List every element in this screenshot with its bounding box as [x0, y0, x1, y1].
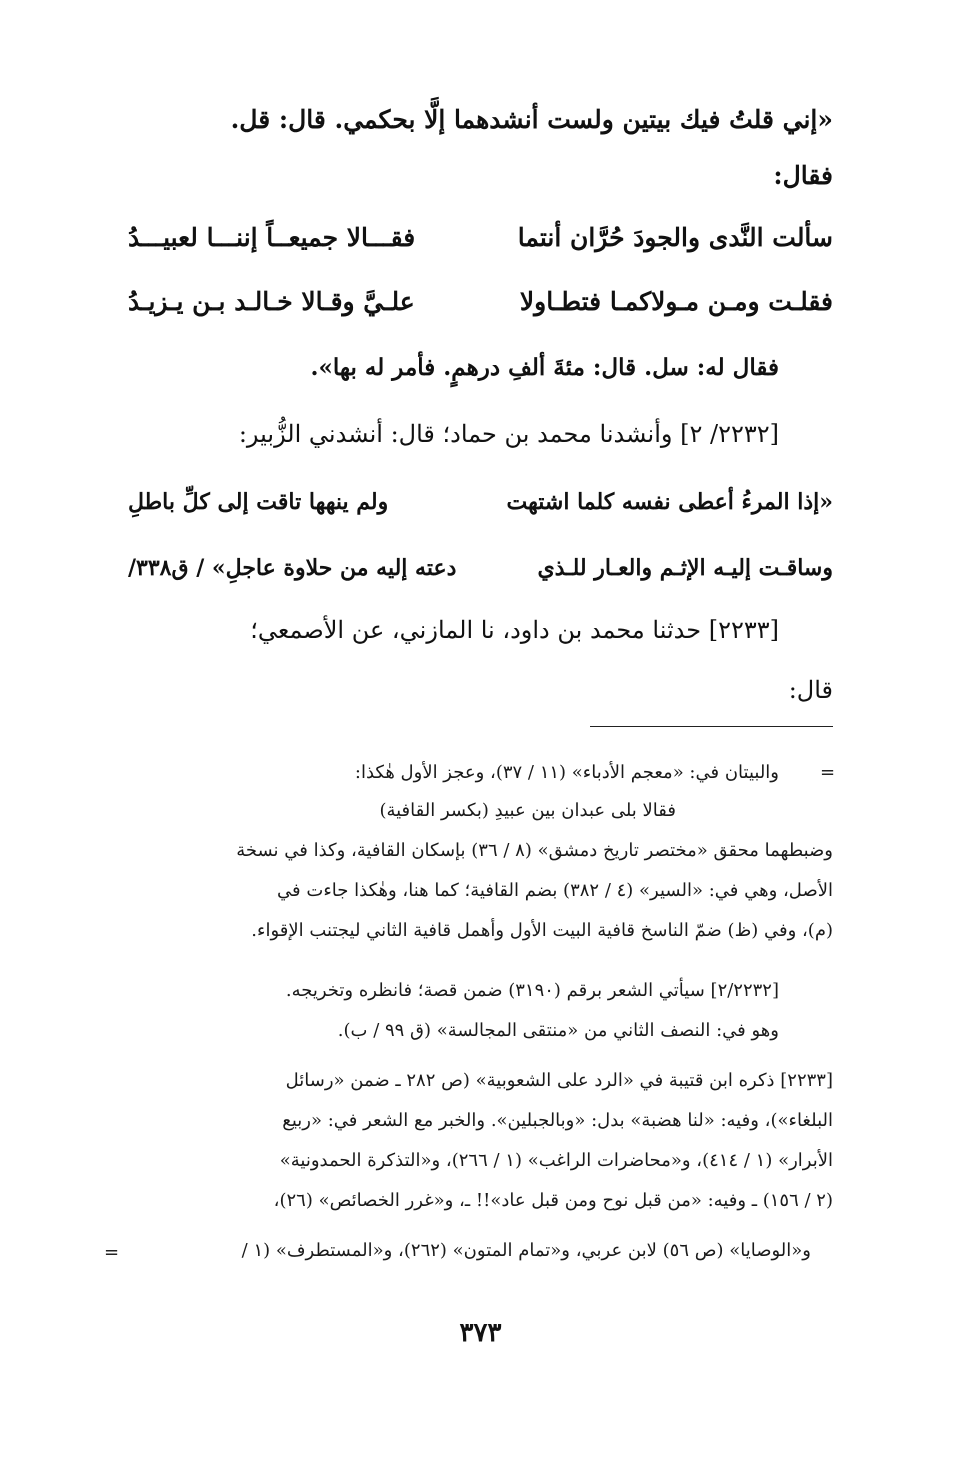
footnote-line: والبيتان في: «معجم الأدباء» (١١ / ٣٧)، وعجز الأول هٰكذا: [354, 762, 779, 783]
continuation-mark: = [820, 762, 836, 783]
footnote-line: [٢/٢٢٣٢] سيأتي الشعر برقم (٣١٩٠) ضمن قصة؛ فانظره وتخريجه. [285, 980, 779, 1001]
verse-line [128, 480, 833, 524]
main-text-line: [٢٢٣٢/ ٢] وأنشدنا محمد بن حماد؛ قال: أنشدني الزُّبير: [238, 420, 779, 448]
footnote-line: البلغاء»)، وفيه: «لنا هضبة» بدل: «وبالجبلين». والخبر مع الشعر في: «ربيع [282, 1110, 833, 1131]
page-number: ٣٧٣ [459, 1318, 502, 1348]
footnote-line: وهو في: النصف الثاني من «منتقى المجالسة» (ق ٩٩ / ب). [337, 1020, 779, 1041]
verse-first-hemistich: سألت النَّدى والجودَ حُرَّان أنتما [517, 223, 833, 252]
footnote-line: وضبطهما محقق «مختصر تاريخ دمشق» (٨ / ٣٦) بإسكان القافية، وكذا في نسخة [236, 840, 833, 861]
main-text-line: «إني قلتُ فيك بيتين ولست أنشدهما إلَّا بحكمي. قال: قل. [230, 105, 833, 134]
footnote-line: [٢٢٣٣] ذكره ابن قتيبة في «الرد على الشعوبية» (ص ٢٨٢ ـ ضمن «رسائل [285, 1070, 833, 1091]
main-text-line: [٢٢٣٣] حدثنا محمد بن داود، نا المازني، عن الأصمعي؛ [250, 616, 779, 644]
main-text-line: فقال له: سل. قال: مئةَ ألفِ درهمٍ. فأمر له بها». [310, 354, 779, 381]
main-text-line: فقال: [773, 161, 833, 190]
footnote-line: (٢ / ١٥٦) ـ وفيه: «من قبل نوح ومن قبل عاد»!! ـ، و«غرر الخصائص» (٢٦)، [273, 1190, 833, 1211]
footnote-line: و«الوصايا» (ص ٥٦) لابن عربي، و«تمام المتون» (٢٦٢)، و«المستطرف» (١ / [241, 1240, 811, 1261]
main-text-line: قال: [788, 676, 833, 704]
verse-line [128, 216, 833, 260]
verse-first-hemistich: «إذا المرءُ أعطى نفسه كلما اشتهت [506, 489, 833, 515]
verse-second-hemistich: فقـــالا جميعــاً إننـــا لعبيـــدُ [128, 223, 416, 252]
continuation-mark: = [104, 1242, 120, 1263]
verse-first-hemistich: وساقـت إليـه الإثـم والعـار للـذي [537, 555, 833, 581]
verse-line [128, 546, 833, 590]
verse-second-hemistich: علـيَّ وقـالا خـالـد بـن يـزيـدُ [128, 287, 415, 316]
verse-second-hemistich: ولم ينهها تاقت إلى كلِّ باطلِ [128, 489, 389, 515]
verse-line [128, 280, 833, 324]
verse-second-hemistich: دعته إليه من حلاوة عاجلِ» / ق٣٣٨/ [128, 555, 457, 581]
footnote-line: الأبرار» (١ / ٤١٤)، و«محاضرات الراغب» (١ / ٢٦٦)، و«التذكرة الحمدونية» [279, 1150, 833, 1171]
verse-first-hemistich: فقلـت ومـن مـولاكمـا فتطـاولا [519, 287, 833, 316]
footnote-separator [590, 726, 833, 727]
footnote-line: (م)، وفي (ظ) ضمّ الناسخ قافية البيت الأول وأهمل قافية الثاني ليجتنب الإقواء. [251, 920, 833, 941]
footnote-line: فقالا بلى عبدان بين عبيدِ (بكسر القافية) [379, 800, 676, 821]
footnote-line: الأصل، وهي في: «السير» (٤ / ٣٨٢) بضم القافية؛ كما هنا، وهٰكذا جاءت في [277, 880, 833, 901]
